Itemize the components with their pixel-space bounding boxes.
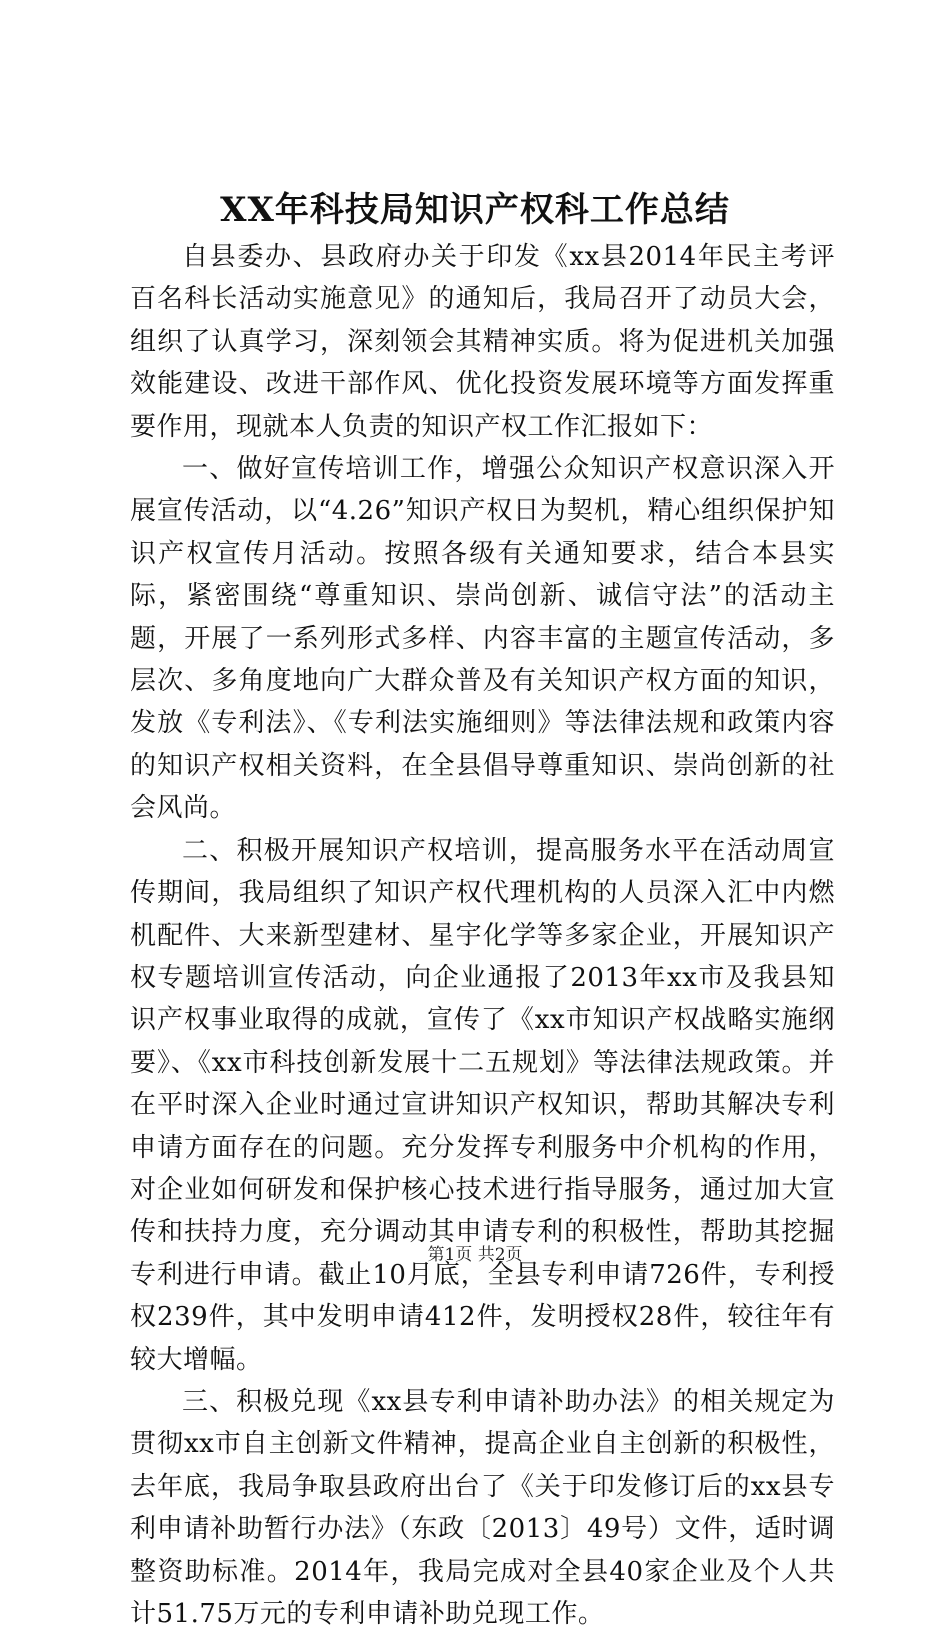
- paragraph-section-2: 二、积极开展知识产权培训，提高服务水平在活动周宣传期间，我局组织了知识产权代理机构的人员深入汇中内燃机配件、大来新型建材、星宇化学等多家企业，开展知识产权专题培训宣传活动，向企业通报了2013年xx市及我县知识产权事业取得的成就，宣传了《xx市知识产权战略实施纲要》、《xx市科技创新发展十二五规划》等法律法规政策。并在平时深入企业时通过宣讲知识产权知识，帮助其解决专利申请方面存在的问题。充分发挥专利服务中介机构的作用，对企业如何研发和保护核心技术进行指导服务，通过加大宣传和扶持力度，充分调动其申请专利的积极性，帮助其挖掘专利进行申请。截止10月底，全县专利申请726件，专利授权239件，其中发明申请412件，发明授权28件，较往年有较大增幅。: [130, 835, 835, 1375]
- page-number: 第1页 共2页: [427, 1245, 523, 1265]
- paragraph-section-3: 三、积极兑现《xx县专利申请补助办法》的相关规定为贯彻xx市自主创新文件精神，提高企业自主创新的积极性，去年底，我局争取县政府出台了《关于印发修订后的xx县专利申请补助暂行办法》（东政〔2013〕49号）文件，适时调整资助标准。2014年，我局完成对全县40家企业及个人共计51.75万元的专利申请补助兑现工作。: [130, 1386, 835, 1629]
- document-title: XX年科技局知识产权科工作总结: [220, 190, 730, 230]
- paragraph-section-1: 一、做好宣传培训工作，增强公众知识产权意识深入开展宣传活动，以“4.26”知识产权日为契机，精心组织保护知识产权宣传月活动。按照各级有关通知要求，结合本县实际，紧密围绕“尊重知识、崇尚创新、诚信守法”的活动主题，开展了一系列形式多样、内容丰富的主题宣传活动，多层次、多角度地向广大群众普及有关知识产权方面的知识，发放《专利法》、《专利法实施细则》等法律法规和政策内容的知识产权相关资料，在全县倡导尊重知识、崇尚创新的社会风尚。: [130, 454, 835, 824]
- document-body: [130, 236, 835, 1635]
- paragraph-intro: 自县委办、县政府办关于印发《xx县2014年民主考评百名科长活动实施意见》的通知后，我局召开了动员大会，组织了认真学习，深刻领会其精神实质。将为促进机关加强效能建设、改进干部作风、优化投资发展环境等方面发挥重要作用，现就本人负责的知识产权工作汇报如下：: [130, 242, 835, 442]
- page-footer: [0, 1241, 950, 1269]
